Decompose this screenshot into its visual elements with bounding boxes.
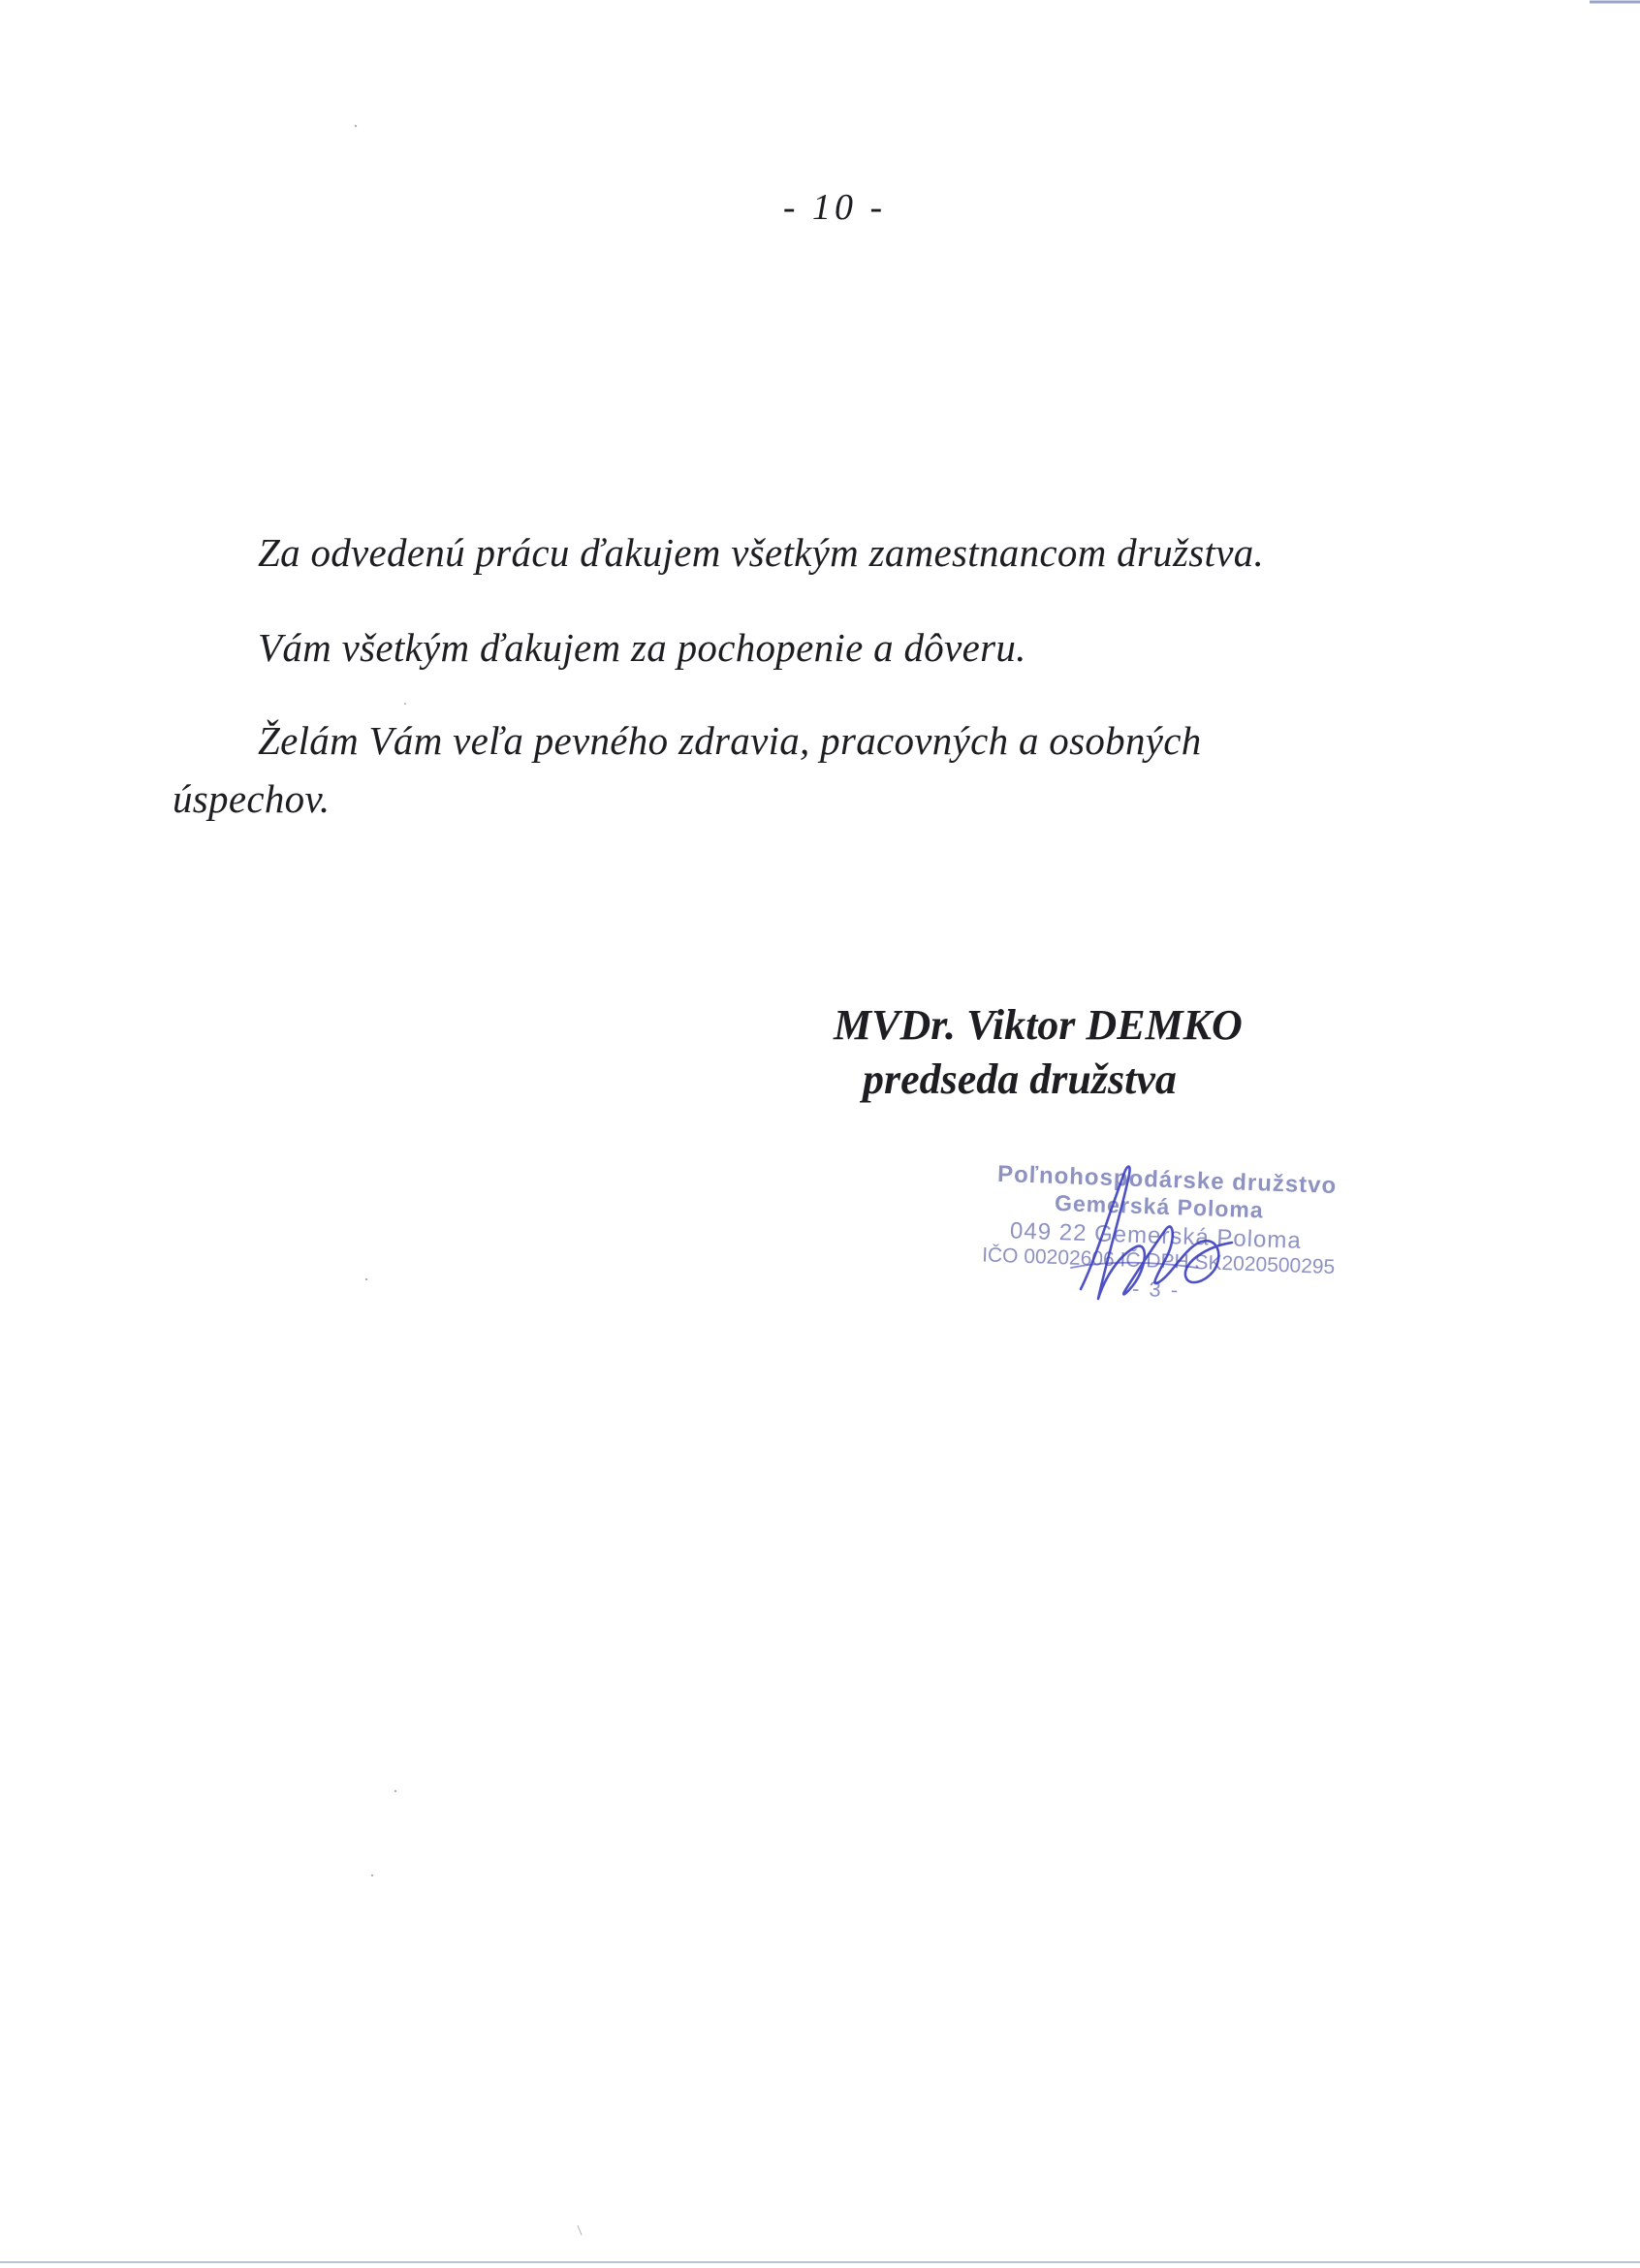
thanks-employees-paragraph: Za odvedenú prácu ďakujem všetkým zamestnancom družstva. [258, 530, 1265, 575]
wishes-paragraph-line-1: Želám Vám veľa pevného zdravia, pracovných a osobných [258, 718, 1202, 763]
wishes-paragraph-line-2: úspechov. [173, 776, 331, 821]
signer-role: predseda družstva [863, 1055, 1177, 1103]
page-number: - 10 - [782, 187, 887, 228]
stamp-line-number: - 3 - [1131, 1276, 1181, 1303]
stamp-line-organization: Poľnohospodárske družstvo [996, 1160, 1338, 1200]
stamp-line-address: 049 22 Gemerská Poloma [1009, 1217, 1303, 1254]
handwritten-signature [1052, 1153, 1284, 1318]
signer-name: MVDr. Viktor DEMKO [834, 1001, 1243, 1049]
stamp-line-place: Gemerská Poloma [1054, 1189, 1265, 1223]
stamp-line-ids: IČO 00202606 IČ DPH SK2020500295 [981, 1244, 1336, 1279]
thanks-trust-paragraph: Vám všetkým ďakujem za pochopenie a dôveru. [258, 625, 1026, 670]
